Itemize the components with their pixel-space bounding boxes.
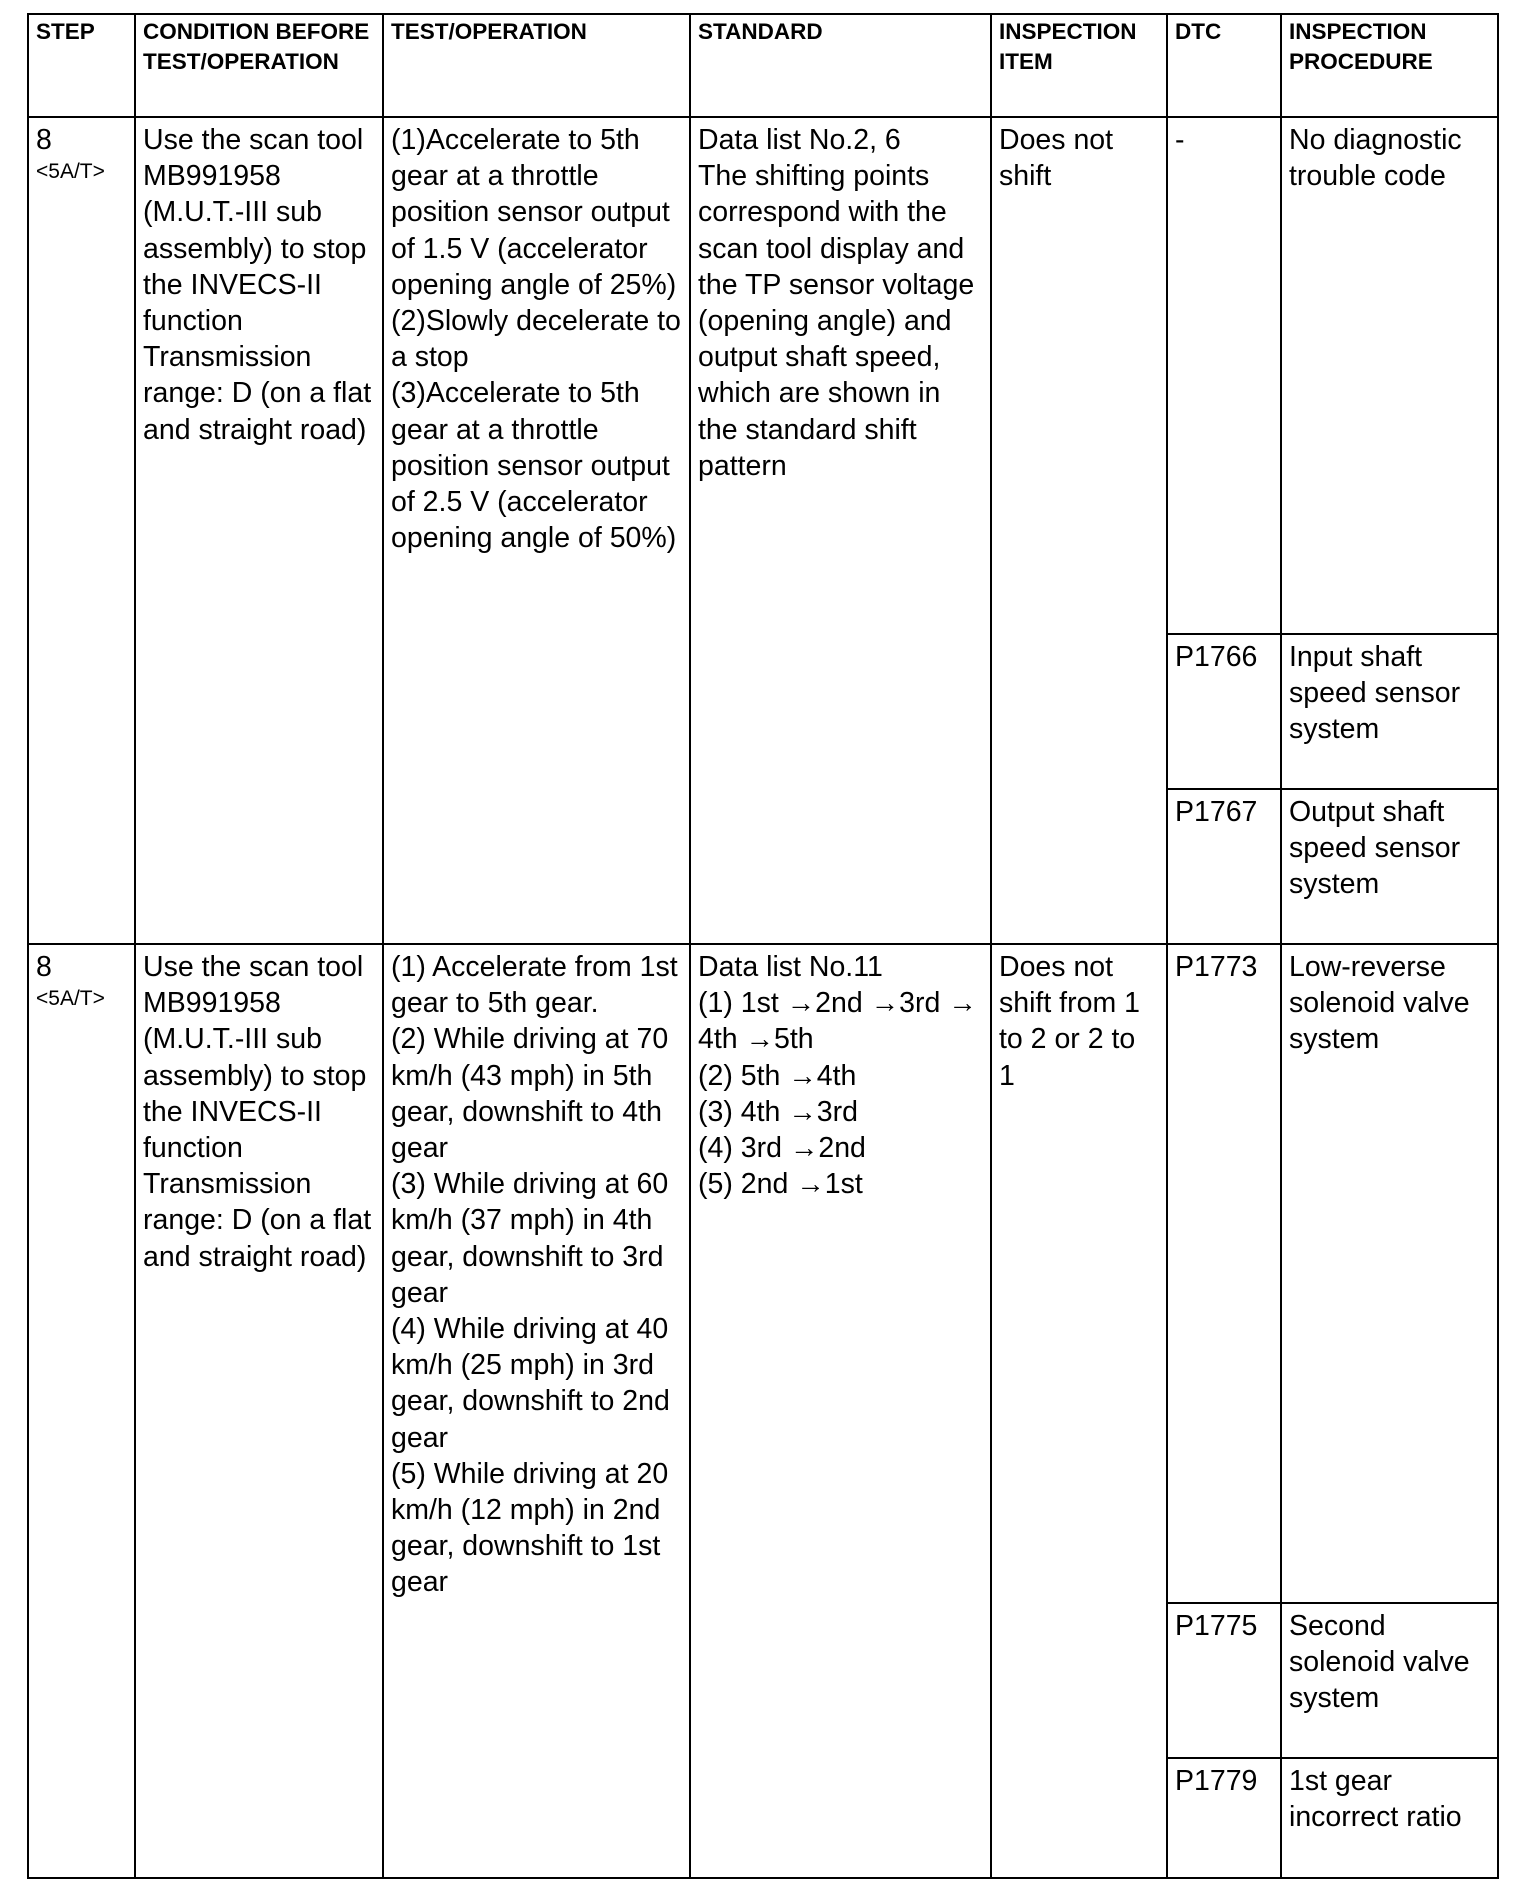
header-dtc: DTC: [1167, 14, 1281, 117]
header-step: STEP: [28, 14, 135, 117]
dtc-cell: P1766: [1167, 634, 1281, 789]
standard-cell: [690, 117, 991, 944]
step-variant: <5A/T>: [36, 160, 105, 184]
header-inspection-item: INSPECTION ITEM: [991, 14, 1167, 117]
test-operation-line: (1) Accelerate from 1st gear to 5th gear.: [391, 951, 678, 1020]
header-condition: CONDITION BEFORE TEST/OPERATION: [135, 14, 383, 117]
standard-line: Data list No.2, 6: [698, 124, 901, 156]
step-number: 8: [36, 124, 52, 156]
inspection-procedure-cell: No diagnostic trouble code: [1281, 117, 1498, 634]
step-cell: [28, 117, 135, 944]
test-operation-line: (4) While driving at 40 km/h (25 mph) in 3rd gear, downshift to 2nd gear: [391, 1313, 670, 1454]
standard-line: (5) 2nd →1st: [698, 1168, 863, 1201]
standard-line: Data list No.11: [698, 951, 883, 983]
dtc-cell: P1767: [1167, 789, 1281, 944]
table-row: [28, 944, 1498, 1603]
condition-cell: Use the scan tool MB991958 (M.U.T.-III sub assembly) to stop the INVECS-II function Transmission range: D (on a flat and straight road): [135, 944, 383, 1878]
header-inspection-procedure: INSPECTION PROCEDURE: [1281, 14, 1498, 117]
step-variant: <5A/T>: [36, 987, 105, 1011]
test-operation-line: (3)Accelerate to 5th gear at a throttle position sensor output of 2.5 V (accelerator opening angle of 50%): [391, 377, 677, 555]
dtc-cell: P1779: [1167, 1758, 1281, 1878]
test-operation-cell: [383, 117, 690, 944]
dtc-cell: P1773: [1167, 944, 1281, 1603]
standard-line: (1) 1st →2nd →3rd → 4th →5th: [698, 987, 977, 1056]
inspection-item-cell: Does not shift: [991, 117, 1167, 944]
standard-line: The shifting points correspond with the scan tool display and the TP sensor voltage (opening angle) and output shaft speed, which are shown in the standard shift pattern: [698, 160, 975, 482]
inspection-procedure-cell: 1st gear incorrect ratio: [1281, 1758, 1498, 1878]
condition-cell: Use the scan tool MB991958 (M.U.T.-III sub assembly) to stop the INVECS-II function Transmission range: D (on a flat and straight road): [135, 117, 383, 944]
table-row: [28, 117, 1498, 634]
standard-cell: [690, 944, 991, 1878]
test-operation-line: (1)Accelerate to 5th gear at a throttle position sensor output of 1.5 V (accelerator opening angle of 25%): [391, 124, 677, 301]
dtc-cell: P1775: [1167, 1603, 1281, 1758]
test-operation-cell: [383, 944, 690, 1878]
dtc-cell: -: [1167, 117, 1281, 634]
step-cell: [28, 944, 135, 1878]
test-operation-line: (2) While driving at 70 km/h (43 mph) in 5th gear, downshift to 4th gear: [391, 1023, 669, 1165]
inspection-procedure-cell: Low-reverse solenoid valve system: [1281, 944, 1498, 1603]
standard-line: (3) 4th →3rd: [698, 1095, 858, 1128]
step-number: 8: [36, 951, 52, 983]
header-test-operation: TEST/OPERATION: [383, 14, 690, 117]
test-operation-line: (2)Slowly decelerate to a stop: [391, 305, 681, 374]
header-row: [28, 14, 1498, 117]
inspection-procedure-cell: Input shaft speed sensor system: [1281, 634, 1498, 789]
inspection-procedure-cell: Second solenoid valve system: [1281, 1603, 1498, 1758]
standard-line: (4) 3rd →2nd: [698, 1132, 866, 1165]
inspection-table: [27, 13, 1499, 1879]
header-standard: STANDARD: [690, 14, 991, 117]
inspection-procedure-cell: Output shaft speed sensor system: [1281, 789, 1498, 944]
test-operation-line: (3) While driving at 60 km/h (37 mph) in 4th gear, downshift to 3rd gear: [391, 1168, 669, 1309]
test-operation-line: (5) While driving at 20 km/h (12 mph) in 2nd gear, downshift to 1st gear: [391, 1457, 669, 1599]
standard-line: (2) 5th →4th: [698, 1059, 857, 1092]
inspection-item-cell: Does not shift from 1 to 2 or 2 to 1: [991, 944, 1167, 1878]
